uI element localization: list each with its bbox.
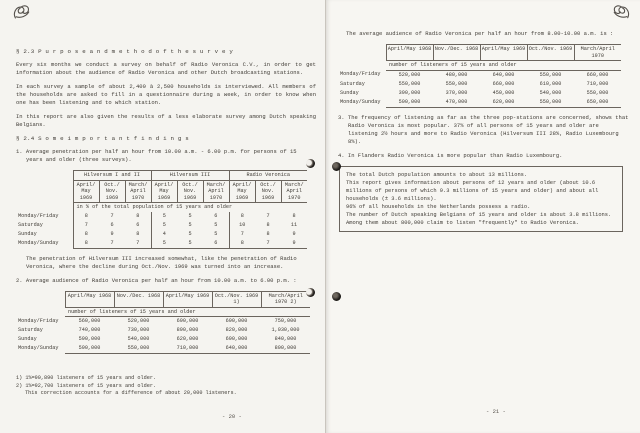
column-header: Oct./Nov. 1969 [527,45,574,61]
table-cell: 5 [214,221,218,228]
section-heading-purpose: § 2.3 P u r p o s e a n d m e t h o d o f t h e s u r v e y [16,48,234,55]
table-cell: 5 [151,239,177,249]
table-cell: 690,000 [225,336,248,342]
punch-hole [306,288,315,297]
table-cell: 7 [110,212,114,219]
table-cell: 710,000 [163,344,212,354]
page-right [325,0,640,433]
table-cell: 7 [266,212,270,219]
table-subheader-row [16,203,307,212]
subheader: number of listeners of 15 years and older [386,61,621,71]
table-cell: 6 [214,212,218,219]
table-cell: 520,000 [398,71,421,78]
column-header: April/May 1968 [65,291,114,307]
footnote-2-continued: This correction accounts for a difference of about 20,000 listeners. [25,390,237,396]
table-cell: 7 [99,239,125,249]
table-cell: 6 [203,239,229,249]
table-row [16,221,307,230]
table-cell: 690,000 [225,318,248,324]
row-label: Monday/Sunday [340,98,381,105]
column-header: March/ April 1970 [203,180,229,203]
punch-hole [306,159,315,168]
table-cell [16,171,73,181]
table-cell: 640,000 [492,71,515,78]
column-header: Oct./Nov. 1969 1) [212,291,261,307]
summary-box-line: The total Dutch population amounts to about 13 millions. [346,171,528,178]
table-cell: 540,000 [127,336,150,342]
table-cell: 690,000 [176,318,199,324]
table-cell: 660,000 [492,80,515,87]
table-cell: 550,000 [114,344,163,354]
page-number: - 21 - [486,408,506,415]
table-cell: 10 [229,221,255,230]
table-cell: 8 [266,221,270,228]
table-cell: 8 [73,212,99,221]
paragraph-belgian-survey: In this report are also given the results of a less elaborate survey among Dutch speaking Belgians. [16,113,316,128]
section-heading-findings: § 2.4 S o m e i m p o r t a n t f i n d i n g s [16,135,189,142]
table-cell: 500,000 [386,98,433,108]
penetration-table [16,170,307,249]
punch-hole [332,162,341,171]
table-cell: 8 [229,212,255,221]
finding-1-intro: 1. Average penetration per half an hour from 10.00 a.m. - 6.00 p.m. for persons of 15 years and older (three surveys). [16,148,297,163]
footnote-1: 1) 1%=90,890 listeners of 15 years and older. [16,375,157,381]
table-cell: 890,000 [176,327,199,333]
table-cell: 590,000 [65,344,114,354]
table-group-row [16,171,307,181]
table-cell: 8 [136,212,140,219]
column-header: March/ April 1970 [281,180,307,203]
finding-3: 3. The frequency of listening as far as the three pop-stations are concerned, shows that Radio Veronica is most popular. 37% of all persons of 15 years and older are listening 2½ hours and more to Radio Veronica (Hilversum III 28%, Radio Luxembourg 8%). [338,113,629,145]
table-cell: 560,000 [78,318,101,324]
footnote-2: 2) 1%=92,700 listeners of 15 years and older. [16,382,157,389]
table-row [338,70,621,80]
column-header: Oct./ Nov. 1969 [255,180,281,203]
table-cell: 9 [110,230,114,237]
table-cell [16,307,65,317]
table-cell [338,45,386,61]
table-cell: 550,000 [445,80,468,87]
table-row [338,98,621,108]
table-subheader-row [16,307,310,317]
table-header-row [338,45,621,61]
table-cell: 710,000 [586,80,609,87]
group-header: Hilversum I and II [73,171,151,181]
row-label: Sunday [18,230,37,237]
row-label: Monday/Sunday [18,345,59,351]
table-cell: 5 [188,230,192,237]
table-cell: 8 [292,212,296,219]
summary-box-line: The number of Dutch speaking Belgians of 15 years and older is about 3.8 millions. Among them about 800,000 claim to listen "frequently" to Radio Veronica. [346,211,612,226]
page-left-content [0,0,325,360]
table-cell: 6 [110,221,114,228]
table-cell: 5 [188,212,192,219]
summary-box-line: 96% of all households in the Netherlands possess a radio. [346,203,531,210]
table-cell: 1,030,000 [271,327,300,333]
finding-4: 4. In Flanders Radio Veronica is more popular than Radio Luxembourg. [338,151,563,159]
audience-table-morning [338,44,621,108]
table-cell: 5 [151,212,177,221]
table-cell: 5 [188,221,192,228]
table-cell: 370,000 [445,89,468,96]
table-cell [16,203,73,212]
table-cell [16,291,65,307]
table-cell: 620,000 [176,336,199,342]
table-row [16,317,310,327]
paragraph-survey-method: In each survey a sample of about 2,400 à 2,500 households is interviewed. All members of the households are asked to fill in a questionnaire during a week, in order to know when one has been listening and to which station. [16,83,316,106]
table-cell: 840,000 [274,336,297,342]
table-row [16,212,307,221]
table-cell: 620,000 [480,98,527,108]
table-cell: 4 [151,230,177,239]
table-cell: 470,000 [433,98,480,108]
column-header: Nov./Dec. 1968 [433,45,480,61]
table-cell: 8 [73,239,99,249]
column-header: April/May 1969 [163,291,212,307]
table-cell: 6 [136,221,140,228]
table-cell: 7 [229,230,255,239]
table-cell: 7 [255,239,281,249]
summary-box [339,166,623,232]
table-cell: 550,000 [398,80,421,87]
column-header: April/ May 1969 [151,180,177,203]
table-row [16,335,310,344]
column-header: Nov./Dec. 1968 [114,291,163,307]
column-header: April/May 1968 [386,45,433,61]
footnotes [16,375,237,398]
column-header: April/ May 1969 [229,180,255,203]
table-row [338,89,621,98]
morning-audience-intro: The average audience of Radio Veronica per half an hour from 8.00-10.00 a.m. is : [346,30,614,37]
column-header: March/April 1970 [574,45,621,61]
table-header-row [16,180,307,203]
table-cell: 750,000 [274,318,297,324]
table-cell: 7 [73,221,99,230]
table-cell: 550,000 [527,98,574,108]
punch-hole [332,292,341,301]
subheader: in % of the total population of 15 years and older [73,203,307,212]
table-1-note: The penetration of Hilversum III increased somewhat, like the penetration of Radio Veronica, where the decline during Oct./Nov. 1969 was turned into an increase. [26,254,297,270]
table-cell: 9 [292,230,296,237]
table-cell: 660,000 [586,71,609,78]
table-cell: 8 [229,239,255,249]
row-label: Monday/Friday [340,71,381,77]
audience-table-daytime [16,291,310,355]
table-cell: 8 [136,230,140,237]
row-label: Monday/Friday [18,317,59,324]
table-cell: 8 [266,230,270,237]
table-subheader-row [338,61,621,71]
row-label: Monday/Sunday [18,239,59,246]
subheader: number of listeners of 15 years and older [65,307,310,317]
row-label: Saturday [18,221,43,228]
table-cell: 5 [177,239,203,249]
row-label: Sunday [340,89,359,96]
table-cell: 550,000 [586,89,609,96]
table-cell: 650,000 [574,98,621,108]
group-header: Hilversum III [151,171,229,181]
table-cell: 800,000 [261,344,310,354]
table-cell: 9 [281,239,307,249]
table-cell: 550,000 [539,71,562,78]
table-cell [338,61,386,71]
row-label: Monday/Friday [18,212,59,219]
table-row [338,80,621,89]
table-cell: 540,000 [539,89,562,96]
table-row [16,326,310,335]
table-cell: 590,000 [78,336,101,342]
table-cell: 610,000 [539,80,562,87]
table-cell: 5 [151,221,177,230]
table-cell: 520,000 [127,318,150,324]
page-number: - 20 - [222,413,242,420]
column-header: March/April 1970 2) [261,291,310,307]
table-row [16,230,307,239]
table-cell: 390,000 [398,89,421,96]
column-header: April/ May 1969 [73,180,99,203]
row-label: Saturday [340,80,365,87]
paragraph-survey-purpose: Every six months we conduct a survey on behalf of Radio Veronica C.V., in order to get information about the audience of Radio Veronica and other Dutch broadcasting stations. [16,61,316,76]
row-label: Sunday [18,336,37,342]
group-header: Radio Veronica [229,171,307,181]
table-cell: 740,000 [78,327,101,333]
table-header-row [16,291,310,307]
table-row [16,344,310,354]
table-cell: 730,000 [127,327,150,333]
row-label: Saturday [18,327,43,333]
summary-box-line: This report gives information about persons of 12 years and older (about 10.6 millions of persons of which 9.3 millions of 15 years and older) and about all households (± 3.6 millions). [346,179,599,202]
column-header: Oct./ Nov. 1969 [177,180,203,203]
column-header: March/ April 1970 [125,180,151,203]
column-header: Oct./ Nov. 1969 [99,180,125,203]
table-cell: 820,000 [225,327,248,333]
table-cell: 8 [73,230,99,239]
table-cell: 640,000 [212,344,261,354]
page-right-content [326,0,640,232]
table-cell: 11 [290,221,298,228]
finding-2-intro: 2. Average audience of Radio Veronica per half an hour from 10.00 a.m. to 6.00 p.m. : [16,276,297,284]
table-row [16,239,307,249]
table-cell: 480,000 [445,71,468,78]
table-cell: 5 [214,230,218,237]
table-cell [16,180,73,203]
column-header: April/May 1969 [480,45,527,61]
table-cell: 450,000 [492,89,515,96]
table-cell: 7 [125,239,151,249]
